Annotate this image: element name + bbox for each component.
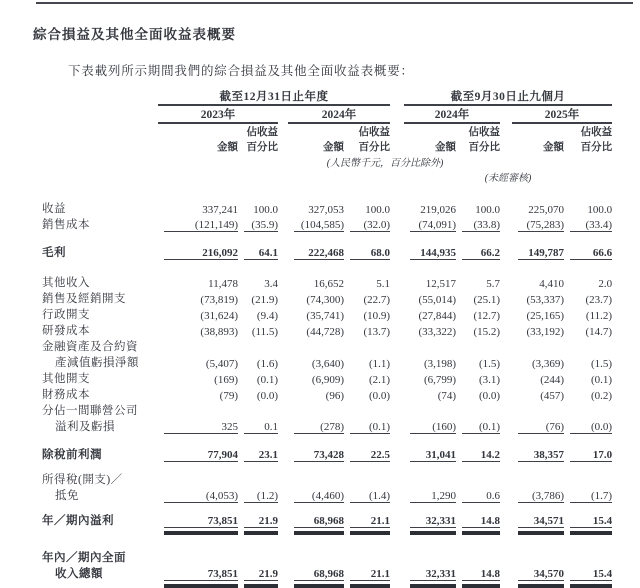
amount-cell: (244) xyxy=(540,374,565,386)
amount-cell: (33,192) xyxy=(526,326,565,338)
pct-cell: 68.0 xyxy=(350,247,390,260)
amount-cell: 38,357 xyxy=(518,449,564,462)
amount-cell: (35,741) xyxy=(306,310,344,322)
pct-cell: 14.2 xyxy=(462,449,500,462)
table-row xyxy=(42,471,612,487)
pct-cell: (25.1) xyxy=(473,294,501,306)
pct-cell: (1.6) xyxy=(256,358,278,370)
amount-cell: 16,652 xyxy=(313,278,344,290)
row-label: 收入總額 xyxy=(55,568,103,580)
subheader-pct-bottom: 百分比 xyxy=(468,142,501,153)
pct-cell: (1.1) xyxy=(368,358,391,370)
subheader-pct-top: 佔收益 xyxy=(358,127,391,138)
period-group-annual: 截至12月31日止年度 xyxy=(158,88,390,105)
pct-cell: (0.0) xyxy=(256,390,278,402)
table-row xyxy=(42,565,612,581)
amount-cell: (73,819) xyxy=(200,294,238,306)
pct-cell: 5.1 xyxy=(376,278,391,290)
amount-cell: 325 xyxy=(164,421,238,434)
pct-cell: (11.5) xyxy=(251,326,278,338)
year-header-2024-9m: 2024年 xyxy=(404,105,500,123)
amount-cell: (38,893) xyxy=(200,326,238,338)
year-header-2025-9m: 2025年 xyxy=(512,105,612,123)
amount-cell: (31,624) xyxy=(200,310,238,322)
subheader-row-1 xyxy=(42,123,612,139)
amount-cell: 4,410 xyxy=(539,278,565,290)
amount-cell: (6,909) xyxy=(311,374,344,386)
table-row xyxy=(42,322,612,338)
pct-cell: 15.4 xyxy=(570,515,612,528)
pct-cell: (0.1) xyxy=(350,421,390,434)
year-header-2023: 2023年 xyxy=(158,105,278,123)
amount-cell: (96) xyxy=(325,390,344,402)
amount-cell: (76) xyxy=(518,421,564,434)
pct-cell: (1.4) xyxy=(350,490,390,503)
total-bar xyxy=(570,584,612,588)
amount-cell: 144,935 xyxy=(410,247,456,260)
subheader-amount: 金額 xyxy=(543,142,565,153)
table-row xyxy=(42,216,612,232)
pct-cell: (0.2) xyxy=(591,390,613,402)
amount-cell: (3,640) xyxy=(311,358,344,370)
pct-cell: 100.0 xyxy=(475,204,501,216)
pct-cell: (1.7) xyxy=(570,490,612,503)
subheader-amount: 金額 xyxy=(435,142,457,153)
row-label: 銷售及經銷開支 xyxy=(42,293,126,305)
table-row xyxy=(42,274,612,290)
pct-cell: (0.1) xyxy=(462,421,500,434)
pct-cell: (2.1) xyxy=(368,374,391,386)
amount-cell: 12,517 xyxy=(425,278,457,290)
subheader-amount: 金額 xyxy=(217,142,238,153)
unaudited-note: (未經審核) xyxy=(484,173,532,184)
amount-cell: (4,053) xyxy=(164,490,238,503)
row-label: 研發成本 xyxy=(42,325,90,337)
total-bar xyxy=(294,584,344,588)
period-group-header-row xyxy=(42,88,612,105)
pct-cell: 0.6 xyxy=(462,490,500,503)
amount-cell: 11,478 xyxy=(208,278,238,290)
units-note-row xyxy=(42,154,612,169)
subheader-pct-bottom: 百分比 xyxy=(580,142,613,153)
row-label: 財務成本 xyxy=(42,389,90,401)
pct-cell: (21.9) xyxy=(251,294,278,306)
pct-cell: (11.2) xyxy=(585,310,613,322)
units-note: (人民幣千元，百分比除外) xyxy=(326,158,444,169)
amount-cell: 34,571 xyxy=(518,515,564,528)
amount-cell: 77,904 xyxy=(164,449,238,462)
amount-cell: (160) xyxy=(410,421,456,434)
total-bar xyxy=(164,584,238,588)
amount-cell: 31,041 xyxy=(410,449,456,462)
amount-cell: (53,337) xyxy=(526,294,565,306)
table-row xyxy=(42,446,612,462)
table-row xyxy=(42,244,612,260)
row-label: 所得稅(開支)／ xyxy=(42,474,123,486)
amount-cell: 34,570 xyxy=(518,568,564,581)
pct-cell: (35.9) xyxy=(244,219,278,232)
pct-cell: 21.9 xyxy=(244,568,278,581)
amount-cell: 73,428 xyxy=(294,449,344,462)
pct-cell: (0.1) xyxy=(591,374,613,386)
row-label: 收益 xyxy=(42,203,66,215)
pct-cell: 17.0 xyxy=(570,449,612,462)
amount-cell: 32,331 xyxy=(410,515,456,528)
pct-cell: (10.9) xyxy=(363,310,391,322)
pct-cell: 66.2 xyxy=(462,247,500,260)
total-bar xyxy=(518,584,564,588)
amount-cell: (457) xyxy=(540,390,565,402)
pct-cell: 14.8 xyxy=(462,515,500,528)
pct-cell: (0.0) xyxy=(368,390,391,402)
pct-cell: 0.1 xyxy=(244,421,278,434)
pct-cell: 66.6 xyxy=(570,247,612,260)
row-label: 產減值虧損淨額 xyxy=(55,357,139,369)
pct-cell: 100.0 xyxy=(365,204,391,216)
table-row xyxy=(42,290,612,306)
amount-cell: (169) xyxy=(214,374,238,386)
row-label: 銷售成本 xyxy=(42,219,90,231)
table-row xyxy=(42,354,612,370)
amount-cell: (5,407) xyxy=(205,358,238,370)
subheader-amount: 金額 xyxy=(323,142,344,153)
period-group-nine-months: 截至9月30日止九個月 xyxy=(404,88,612,105)
amount-cell: 337,241 xyxy=(202,204,238,216)
pct-cell: (32.0) xyxy=(350,219,390,232)
amount-cell: 149,787 xyxy=(518,247,564,260)
pct-cell: (0.0) xyxy=(570,421,612,434)
row-label: 年內／期內全面 xyxy=(42,552,126,564)
pct-cell: (3.1) xyxy=(478,374,501,386)
table-row xyxy=(42,306,612,322)
amount-cell: (33,322) xyxy=(418,326,457,338)
total-bar xyxy=(350,584,390,588)
pct-cell: 22.5 xyxy=(350,449,390,462)
table-row xyxy=(42,487,612,503)
amount-cell: 32,331 xyxy=(410,568,456,581)
total-bar xyxy=(410,584,456,588)
table-row xyxy=(42,386,612,402)
amount-cell: (74) xyxy=(437,390,457,402)
subheader-pct-bottom: 百分比 xyxy=(246,142,278,153)
row-label: 分佔一間聯營公司 xyxy=(42,405,138,417)
amount-cell: 219,026 xyxy=(420,204,457,216)
subheader-pct-top: 佔收益 xyxy=(580,127,613,138)
year-header-2024: 2024年 xyxy=(288,105,390,123)
pct-cell: 100.0 xyxy=(587,204,613,216)
row-label: 其他收入 xyxy=(42,277,90,289)
amount-cell: (104,585) xyxy=(294,219,344,232)
pct-cell: 21.1 xyxy=(350,568,390,581)
pct-cell: 15.4 xyxy=(570,568,612,581)
pct-cell: (13.7) xyxy=(363,326,391,338)
table-row xyxy=(42,370,612,386)
pct-cell: (23.7) xyxy=(585,294,613,306)
amount-cell: 73,851 xyxy=(164,515,238,528)
amount-cell: (3,786) xyxy=(518,490,564,503)
row-label: 毛利 xyxy=(42,247,66,259)
statement-title: 綜合損益及其他全面收益表概要 xyxy=(33,27,236,42)
row-label: 抵免 xyxy=(55,490,79,502)
amount-cell: 68,968 xyxy=(294,515,344,528)
row-label: 年／期內溢利 xyxy=(42,515,114,527)
pct-cell: 5.7 xyxy=(486,278,501,290)
unaudited-note-row xyxy=(42,169,612,184)
amount-cell: (3,369) xyxy=(531,358,565,370)
subheader-pct-top: 佔收益 xyxy=(468,127,501,138)
pct-cell: 14.8 xyxy=(462,568,500,581)
amount-cell: (278) xyxy=(294,421,344,434)
amount-cell: (27,844) xyxy=(418,310,457,322)
table-row xyxy=(42,418,612,434)
pct-cell: (14.7) xyxy=(585,326,613,338)
pct-cell: (1.5) xyxy=(478,358,501,370)
table-row xyxy=(42,549,612,565)
amount-cell: 73,851 xyxy=(164,568,238,581)
amount-cell: (4,460) xyxy=(294,490,344,503)
table-row xyxy=(42,200,612,216)
amount-cell: (3,198) xyxy=(423,358,457,370)
year-header-row xyxy=(42,105,612,123)
table-row xyxy=(42,402,612,418)
amount-cell: (25,165) xyxy=(526,310,565,322)
row-label: 其他開支 xyxy=(42,373,90,385)
pct-cell: 21.9 xyxy=(244,515,278,528)
amount-cell: (74,091) xyxy=(410,219,456,232)
amount-cell: (121,149) xyxy=(164,219,238,232)
pct-cell: (1.5) xyxy=(591,358,613,370)
pct-cell: 21.1 xyxy=(350,515,390,528)
amount-cell: (74,300) xyxy=(306,294,344,306)
pct-cell: 2.0 xyxy=(598,278,613,290)
total-bar-row xyxy=(42,581,612,588)
pct-cell: 100.0 xyxy=(253,204,278,216)
pct-cell: (15.2) xyxy=(473,326,501,338)
amount-cell: 216,092 xyxy=(164,247,238,260)
pct-cell: 23.1 xyxy=(244,449,278,462)
row-label: 行政開支 xyxy=(42,309,90,321)
amount-cell: 225,070 xyxy=(528,204,565,216)
subheader-pct-bottom: 百分比 xyxy=(358,142,391,153)
amount-cell: (79) xyxy=(219,390,238,402)
amount-cell: (44,728) xyxy=(306,326,344,338)
subheader-row-2 xyxy=(42,139,612,154)
total-bar xyxy=(244,584,278,588)
pct-cell: (12.7) xyxy=(473,310,501,322)
intro-text: 下表載列所示期間我們的綜合損益及其他全面收益表概要： xyxy=(68,64,414,78)
amount-cell: (75,283) xyxy=(518,219,564,232)
amount-cell: 222,468 xyxy=(294,247,344,260)
subheader-pct-top: 佔收益 xyxy=(246,127,278,138)
amount-cell: 68,968 xyxy=(294,568,344,581)
amount-cell: (6,799) xyxy=(423,374,457,386)
pct-cell: (33.4) xyxy=(570,219,612,232)
pct-cell: (0.1) xyxy=(256,374,278,386)
row-label: 除稅前利潤 xyxy=(42,449,102,461)
total-bar-row xyxy=(42,528,612,535)
amount-cell: 1,290 xyxy=(410,490,456,503)
pct-cell: 64.1 xyxy=(244,247,278,260)
row-label: 金融資產及合約資 xyxy=(42,341,138,353)
amount-cell: 327,053 xyxy=(308,204,344,216)
pct-cell: 3.4 xyxy=(264,278,278,290)
pct-cell: (33.8) xyxy=(462,219,500,232)
pct-cell: (22.7) xyxy=(363,294,391,306)
table-row xyxy=(42,512,612,528)
row-label: 溢利及虧損 xyxy=(55,421,115,433)
table-row xyxy=(42,338,612,354)
pct-cell: (1.2) xyxy=(244,490,278,503)
pct-cell: (0.0) xyxy=(478,390,501,402)
pct-cell: (9.4) xyxy=(256,310,278,322)
total-bar xyxy=(462,584,500,588)
income-statement-table xyxy=(42,88,612,588)
amount-cell: (55,014) xyxy=(418,294,457,306)
top-rule xyxy=(36,2,633,4)
